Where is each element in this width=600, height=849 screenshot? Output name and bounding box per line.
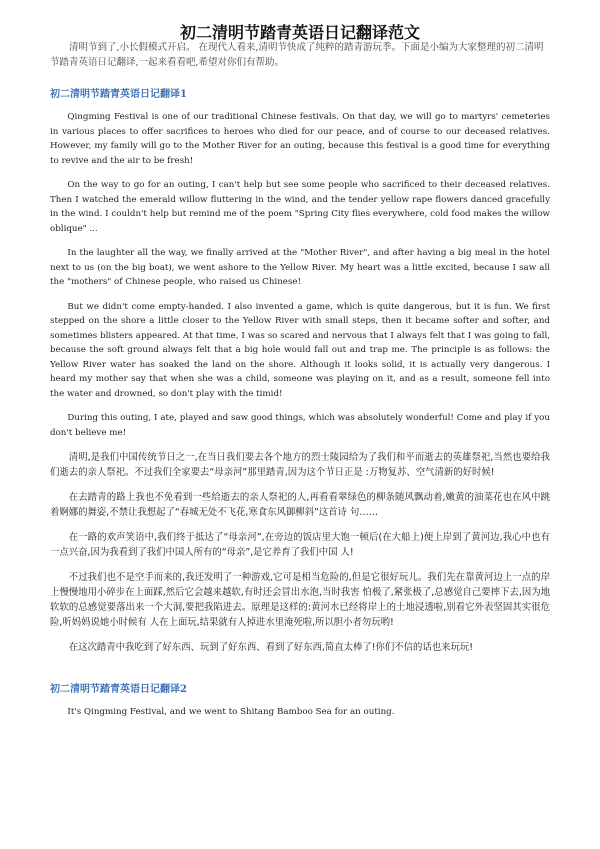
section-1-heading: 初二清明节踏青英语日记翻译1 <box>50 89 187 100</box>
chinese-paragraph: 在去踏青的路上我也不免看到一些给逝去的亲人祭祀的人,再看看翠绿色的柳条随风飘动着,嫩黄的油菜花也在风中跳着婀娜的舞姿,不禁让我想起了“春城无处不飞花,寒食东风御柳斜”这首诗 句…… <box>50 492 550 518</box>
english-paragraph: In the laughter all the way, we finally arrived at the "Mother River", and after having a big meal in the hotel next to us (on the big boat), we went ashore to the Yellow River. My heart was a little excited, because I saw all the "mothers" of Chinese people, who raised us Chinese! <box>50 248 550 287</box>
english-paragraph: It's Qingming Festival, and we went to Shitang Bamboo Sea for an outing. <box>67 707 395 717</box>
section-2-heading: 初二清明节踏青英语日记翻译2 <box>50 684 187 695</box>
chinese-paragraph: 在一路的欢声笑语中,我们终于抵达了“母亲河”,在旁边的饭店里大饱一顿后(在大船上)便上岸到了黄河边,我心中也有一点兴奋,因为我看到了我们中国人所有的“母亲”,是它养育了我们中国 人! <box>50 532 550 558</box>
page-title: 初二清明节踏青英语日记翻译范文 <box>179 23 420 42</box>
chinese-paragraph: 在这次踏青中我吃到了好东西、玩到了好东西、看到了好东西,简直太棒了!你们不信的话也来玩玩! <box>68 642 474 653</box>
chinese-paragraph: 不过我们也不是空手而来的,我还发明了一种游戏,它可是相当危险的,但是它很好玩儿。我们先在靠黄河边上一点的岸上慢慢地用小碎步在上面踩,然后它会越来越软,有时还会冒出水泡,当时我害 怕极了,紧张极了,总感觉自己要摔下去,因为地软软的总感觉要落出来一个大洞,要把我陷进去。原理是这样的:黄河水已经将岸上的土地浸透啦,别看它外表坚固其实很危险,听妈妈说她小时候有 人在上面玩,结果就有人掉进水里淹死啦,所以胆小者勿玩哟! <box>50 572 550 628</box>
english-paragraph: During this outing, I ate, played and saw good things, which was absolutely wonderful! Come and play if you don't believe me! <box>50 413 550 438</box>
english-paragraph: On the way to go for an outing, I can't help but see some people who sacrificed to their deceased relatives. Then I watched the emerald willow fluttering in the wind, and the tender yellow rape flowers danced gracefully in the wind. I couldn't help but remind me of the poem "Spring City flies everywhere, cold food makes the willow oblique" ... <box>50 180 550 234</box>
intro-paragraph: 清明节到了,小长假模式开启。 在现代人看来,清明节快成了纯粹的踏青游玩季。下面是小编为大家整理的初二清明节踏青英语日记翻译,一起来看看吧,希望对你们有帮助。 <box>50 42 544 68</box>
english-paragraph: But we didn't come empty-handed. I also invented a game, which is quite dangerous, but it is fun. We first stepped on the shore a little closer to the Yellow River with small steps, then it became softer and softer, and sometimes blisters appeared. At that time, I was so scared and nervous that I always felt that I was going to fall, because the soft ground always felt that a big hole would fall out and trap me. The principle is as follows: the Yellow River water has soaked the land on the shore. Although it looks solid, it is actually very dangerous. I heard my mother say that when she was a child, someone was playing on it, and as a result, someone fell into the water and drowned, so don't play with the timid! <box>50 301 550 399</box>
section-1-chinese <box>50 450 550 665</box>
english-paragraph: Qingming Festival is one of our traditional Chinese festivals. On that day, we will go to martyrs' cemeteries in various places to offer sacrifices to heroes who died for our peace, and of course to our deceased relatives. However, my family will go to the Mother River for an outing, because this festival is a good time for everything to revive and the air to be fresh! <box>50 112 550 166</box>
section-1-english <box>50 110 550 450</box>
chinese-paragraph: 清明,是我们中国传统节日之一,在当日我们要去各个地方的烈士陵园给为了我们和平而逝去的英雄祭祀,当然也要给我们逝去的亲人祭祀。不过我们全家要去“母亲河”那里踏青,因为这个节日正是 :万物复苏、空气清新的好时候! <box>50 452 550 478</box>
section-2-english <box>50 705 550 730</box>
